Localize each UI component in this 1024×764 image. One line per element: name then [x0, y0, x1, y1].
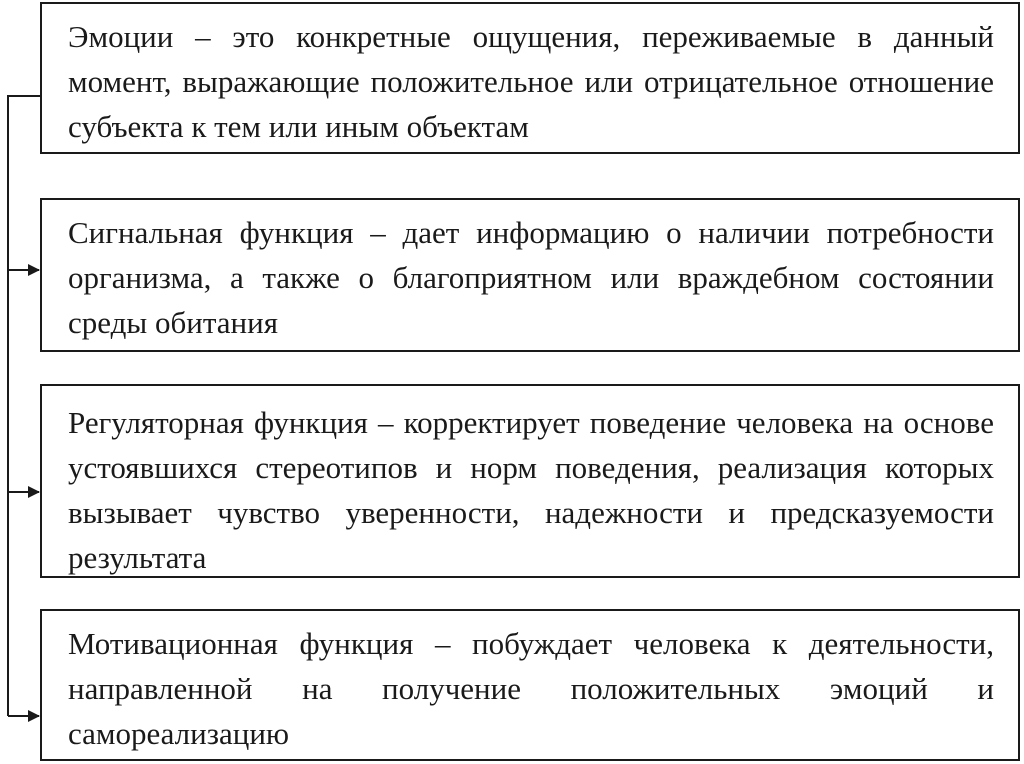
regulatory-function-box: [40, 384, 1020, 578]
motivational-function-text: Мотивационная функция – побуждает человека к деятельности, направленной на получение положительных эмоций и самореализацию: [68, 626, 994, 751]
signal-function-text: Сигнальная функция – дает информацию о наличии потребности организма, а также о благоприятном или враждебном состоянии среды обитания: [68, 215, 994, 340]
connector-trunk: [8, 96, 40, 716]
definition-text: Эмоции – это конкретные ощущения, переживаемые в данный момент, выражающие положительное или отрицательное отношение субъекта к тем или иным объектам: [68, 19, 994, 144]
signal-function-box: [40, 198, 1020, 352]
definition-box: [40, 2, 1020, 154]
regulatory-function-text: Регуляторная функция – корректирует поведение человека на основе устоявшихся стереотипов и норм поведения, реализация которых вызывает чувство уверенности, надежности и предсказуемости результата: [68, 405, 994, 575]
motivational-function-box: [40, 609, 1020, 761]
